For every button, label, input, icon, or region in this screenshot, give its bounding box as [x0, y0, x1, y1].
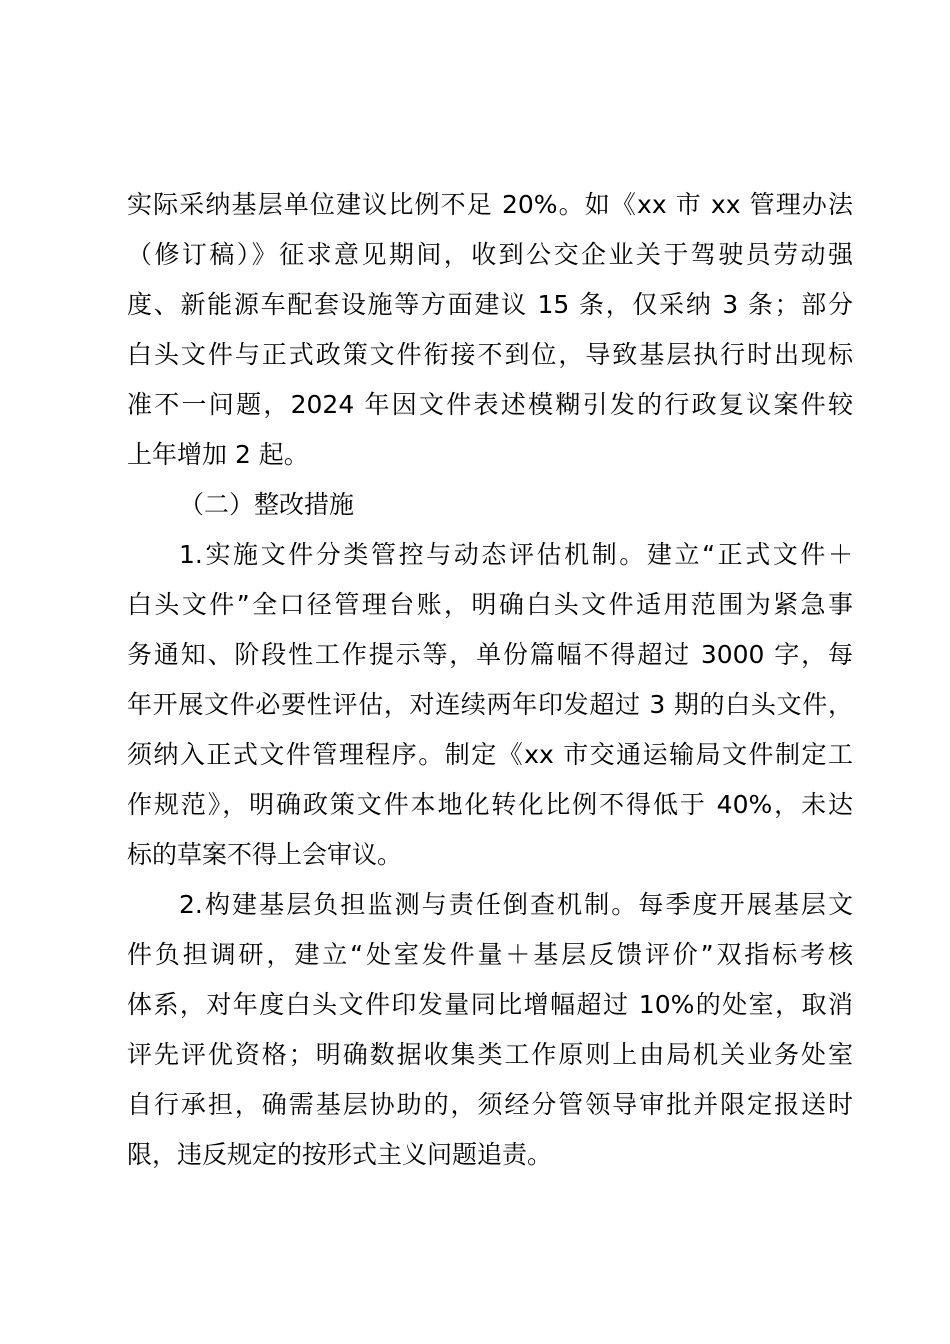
paragraph-line: 2.构建基层负担监测与责任倒查机制。每季度开展基层文 [179, 890, 853, 919]
section-heading: （二）整改措施 [179, 490, 355, 519]
paragraph-line: 年开展文件必要性评估，对连续两年印发超过 3 期的白头文件， [127, 690, 853, 719]
paragraph-line: 实际采纳基层单位建议比例不足 20%。如《xx 市 xx 管理办法 [127, 190, 853, 219]
document-body [127, 180, 853, 1180]
paragraph-line: 限，违反规定的按形式主义问题追责。 [127, 1140, 553, 1169]
paragraph-line: 白头文件与正式政策文件衔接不到位，导致基层执行时出现标 [127, 340, 853, 369]
paragraph-line: 务通知、阶段性工作提示等，单份篇幅不得超过 3000 字，每 [127, 640, 853, 669]
paragraph-line: 须纳入正式文件管理程序。制定《xx 市交通运输局文件制定工 [127, 740, 853, 769]
paragraph-line: （修订稿）》征求意见期间，收到公交企业关于驾驶员劳动强 [127, 240, 853, 269]
paragraph-line: 件负担调研，建立“处室发件量＋基层反馈评价”双指标考核 [127, 940, 853, 969]
paragraph-line: 准不一问题，2024 年因文件表述模糊引发的行政复议案件较 [127, 390, 853, 419]
paragraph-line: 上年增加 2 起。 [127, 440, 309, 469]
paragraph-line: 标的草案不得上会审议。 [127, 840, 403, 869]
paragraph-line: 体系，对年度白头文件印发量同比增幅超过 10%的处室，取消 [127, 990, 853, 1019]
paragraph-line: 作规范》，明确政策文件本地化转化比例不得低于 40%，未达 [127, 790, 853, 819]
paragraph-line: 评先评优资格；明确数据收集类工作原则上由局机关业务处室 [127, 1040, 853, 1069]
paragraph-line: 自行承担，确需基层协助的，须经分管领导审批并限定报送时 [127, 1090, 853, 1119]
paragraph-line: 白头文件”全口径管理台账，明确白头文件适用范围为紧急事 [127, 590, 853, 619]
paragraph-line: 1.实施文件分类管控与动态评估机制。建立“正式文件＋ [179, 540, 853, 569]
paragraph-line: 度、新能源车配套设施等方面建议 15 条，仅采纳 3 条；部分 [127, 290, 853, 319]
